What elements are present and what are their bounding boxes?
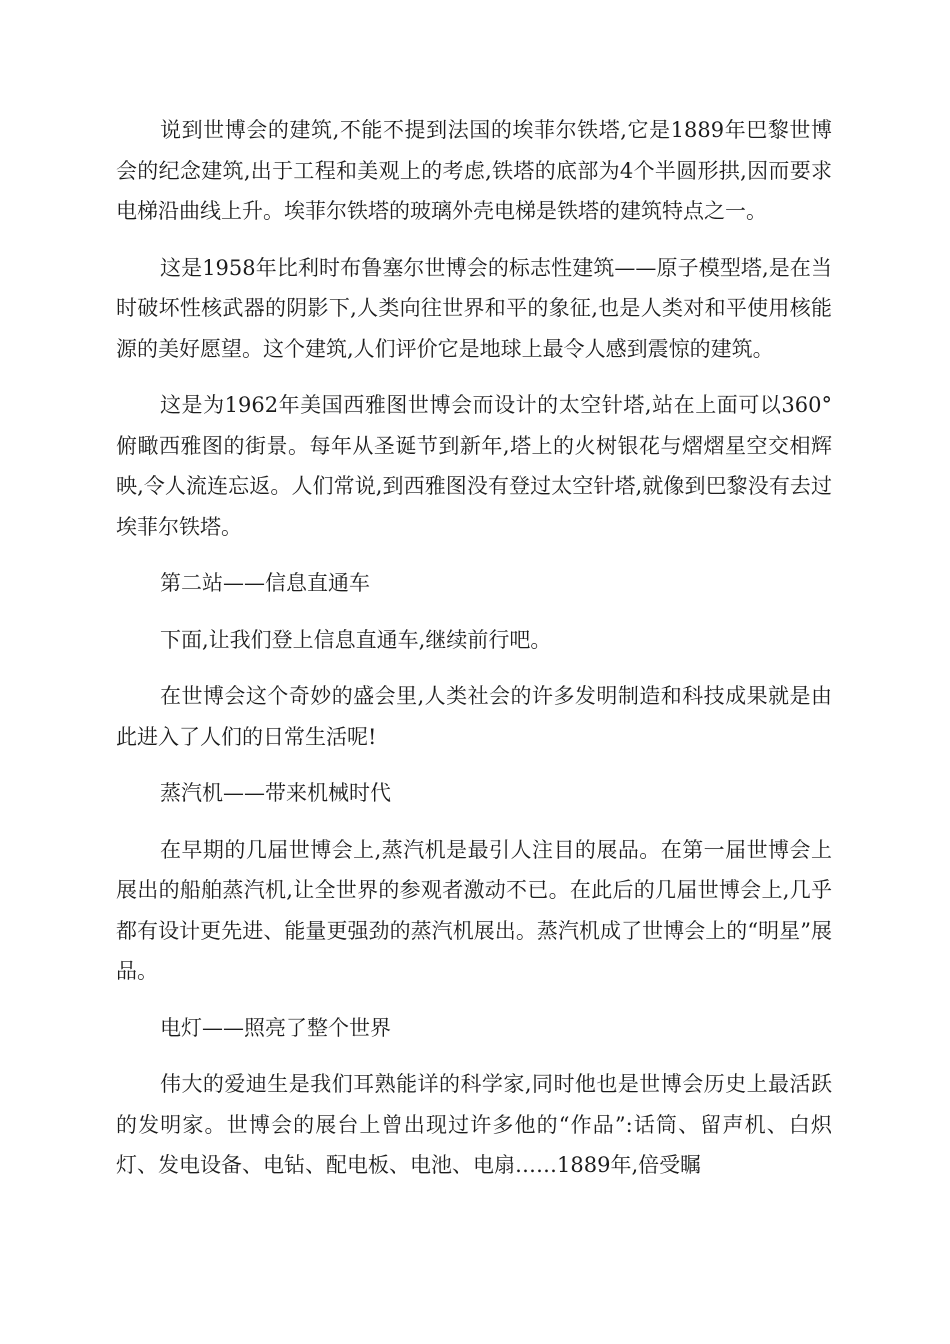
paragraph-eiffel-tower: 说到世博会的建筑,不能不提到法国的埃菲尔铁塔,它是1889年巴黎世博会的纪念建筑,出于工程和美观上的考虑,铁塔的底部为4个半圆形拱,因而要求电梯沿曲线上升。埃菲尔铁塔的玻璃外壳电梯是铁塔的建筑特点之一。 [116,118,832,223]
paragraph-board-train: 下面,让我们登上信息直通车,继续前行吧。 [160,627,552,652]
paragraph-atomium: 这是1958年比利时布鲁塞尔世博会的标志性建筑——原子模型塔,是在当时破坏性核武器的阴影下,人类向往世界和平的象征,也是人类对和平使用核能源的美好愿望。这个建筑,人们评价它是地球上最令人感到震惊的建筑。 [116,255,832,361]
section-heading-electric-light: 电灯——照亮了整个世界 [160,1015,391,1040]
document-body [116,110,832,1202]
paragraph-inventions: 在世博会这个奇妙的盛会里,人类社会的许多发明制造和科技成果就是由此进入了人们的日常生活呢! [116,684,832,749]
paragraph-space-needle: 这是为1962年美国西雅图世博会而设计的太空针塔,站在上面可以360°俯瞰西雅图的街景。每年从圣诞节到新年,塔上的火树银花与熠熠星空交相辉映,令人流连忘返。人们常说,到西雅图没有登过太空针塔,就像到巴黎没有去过埃菲尔铁塔。 [116,393,832,539]
paragraph-steam-engine: 在早期的几届世博会上,蒸汽机是最引人注目的展品。在第一届世博会上展出的船舶蒸汽机,让全世界的参观者激动不已。在此后的几届世博会上,几乎都有设计更先进、能量更强劲的蒸汽机展出。蒸汽机成了世博会上的“明星”展品。 [116,837,832,983]
section-heading-second-stop: 第二站——信息直通车 [160,571,370,595]
section-heading-steam-engine: 蒸汽机——带来机械时代 [160,781,391,805]
paragraph-edison: 伟大的爱迪生是我们耳熟能详的科学家,同时他也是世博会历史上最活跃的发明家。世博会的展台上曾出现过许多他的“作品”:话筒、留声机、白炽灯、发电设备、电钻、配电板、电池、电扇……1889年,倍受瞩 [116,1072,832,1177]
